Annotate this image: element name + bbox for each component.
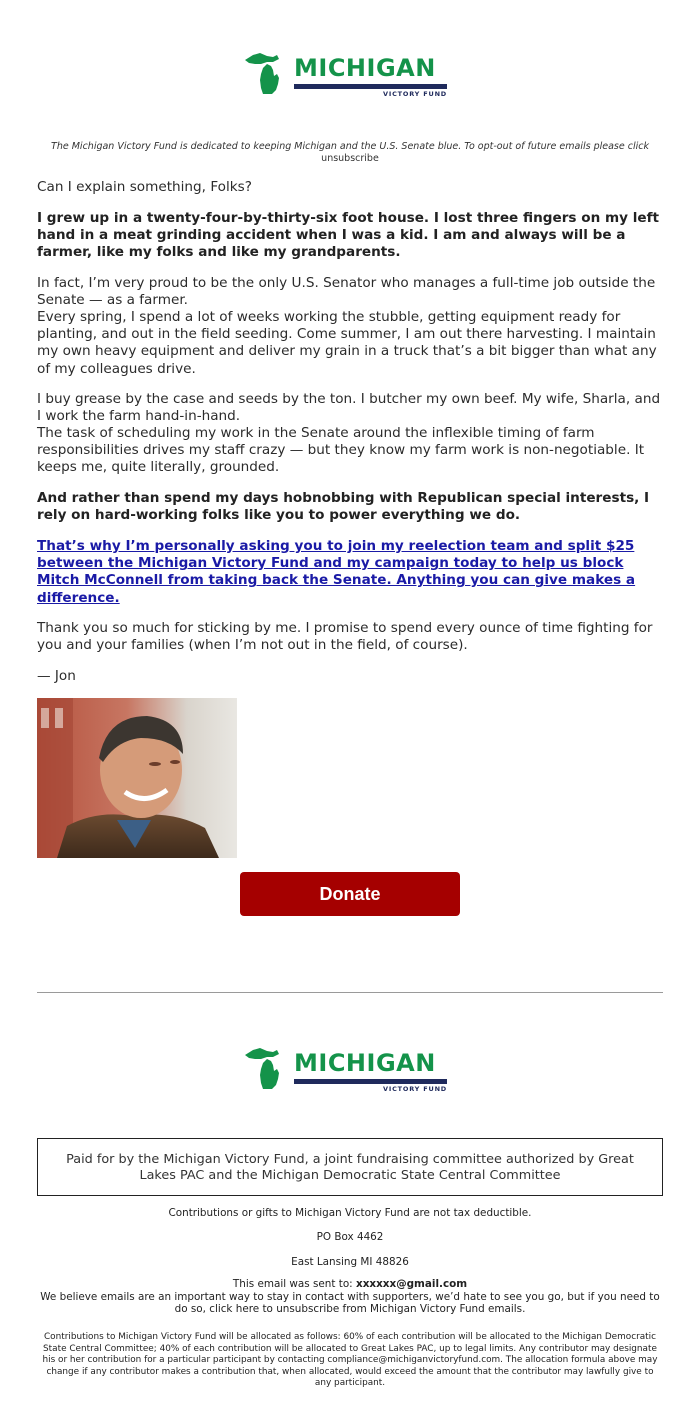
paragraph-scheduling: The task of scheduling my work in the Senate around the inflexible timing of farm responsibilities drives my staff crazy — but they know my farm work is non-negotiable. It keeps me, quite literally, grounded. [37,425,645,476]
paragraph-seasons: Every spring, I spend a lot of weeks working the stubble, getting equipment ready for planting, and out in the field seeding. Come summer, I am out there harvesting. I maintain my own heavy equipment and deliver my grain in a truck that’s a bit bigger than what any of my colleagues drive. [37,309,657,377]
city-address: East Lansing MI 48826 [291,1256,409,1268]
michigan-map-icon [243,1045,289,1091]
logo-subtitle: VICTORY FUND [383,90,447,98]
header-logo[interactable] [243,50,448,100]
logo-subtitle: VICTORY FUND [383,1085,447,1093]
paid-for-text: Paid for by the Michigan Victory Fund, a joint fundraising committee authorized by Great Lakes PAC and the Michigan Democratic State Central Committee [66,1152,634,1183]
logo-wordmark: MICHIGAN [294,54,436,82]
donate-button[interactable]: Donate [240,872,460,916]
optout-text: The Michigan Victory Fund is dedicated to keeping Michigan and the U.S. Senate blue. To opt-out of future emails please click [51,141,649,152]
senator-photo [37,698,237,858]
tax-deductible-notice: Contributions or gifts to Michigan Victory Fund are not tax deductible. [168,1207,532,1219]
po-box: PO Box 4462 [316,1231,384,1243]
logo-underline [294,84,447,89]
footer-logo[interactable] [243,1045,448,1095]
paragraph-thank-you: Thank you so much for sticking by me. I promise to spend every ounce of time fighting for you and your families (when I’m not out in the field, of course). [37,620,653,654]
paid-for-disclaimer [37,1138,663,1196]
greeting: Can I explain something, Folks? [37,179,252,195]
footer-unsubscribe-text[interactable]: We believe emails are an important way to stay in contact with supporters, we’d hate to see you go, but if you need to do so, click here to unsubscribe from Michigan Victory Fund emails. [40,1291,660,1315]
donate-cta-link[interactable]: That’s why I’m personally asking you to join my reelection team and split $25 between the Michigan Victory Fund and my campaign today to help us block Mitch McConnell from taking back the Senate. Anything you can give makes a difference. [37,538,636,606]
michigan-map-icon [243,50,289,96]
portrait-illustration [37,698,237,858]
optout-notice [37,141,663,165]
logo-underline [294,1079,447,1084]
paragraph-childhood: I grew up in a twenty-four-by-thirty-six foot house. I lost three fingers on my left hand in a meat grinding accident when I was a kid. I am and always will be a farmer, like my folks and like my grandparents. [37,210,660,261]
paragraph-special-interests: And rather than spend my days hobnobbing with Republican special interests, I rely on hard-working folks like you to power everything we do. [37,490,650,524]
allocation-disclaimer: Contributions to Michigan Victory Fund will be allocated as follows: 60% of each contribution will be allocated to the Michigan Democratic State Central Committee; 40% of each contribution will be allocated to Great Lakes PAC, up to legal limits. Any contributor may designate his or her contribution for a particular participant by contacting compliance@michiganvictoryfund.com. The allocation formula above may change if any contributor makes a contribution that, when allocated, would exceed the amount that the contributor may lawfully give to any participant. [42,1332,658,1389]
footer-divider [37,992,663,993]
optout-unsubscribe-link[interactable]: unsubscribe [321,153,379,164]
signoff: — Jon [37,668,76,684]
logo-wordmark: MICHIGAN [294,1049,436,1077]
paragraph-grease: I buy grease by the case and seeds by the ton. I butcher my own beef. My wife, Sharla, and I work the farm hand-in-hand. [37,391,661,425]
sent-to-label: This email was sent to: [232,1278,353,1290]
sent-to-line [37,1278,663,1290]
paragraph-farmer-senator: In fact, I’m very proud to be the only U.S. Senator who manages a full-time job outside the Senate — as a farmer. [37,275,656,309]
sent-to-email: xxxxxx@gmail.com [356,1278,468,1290]
